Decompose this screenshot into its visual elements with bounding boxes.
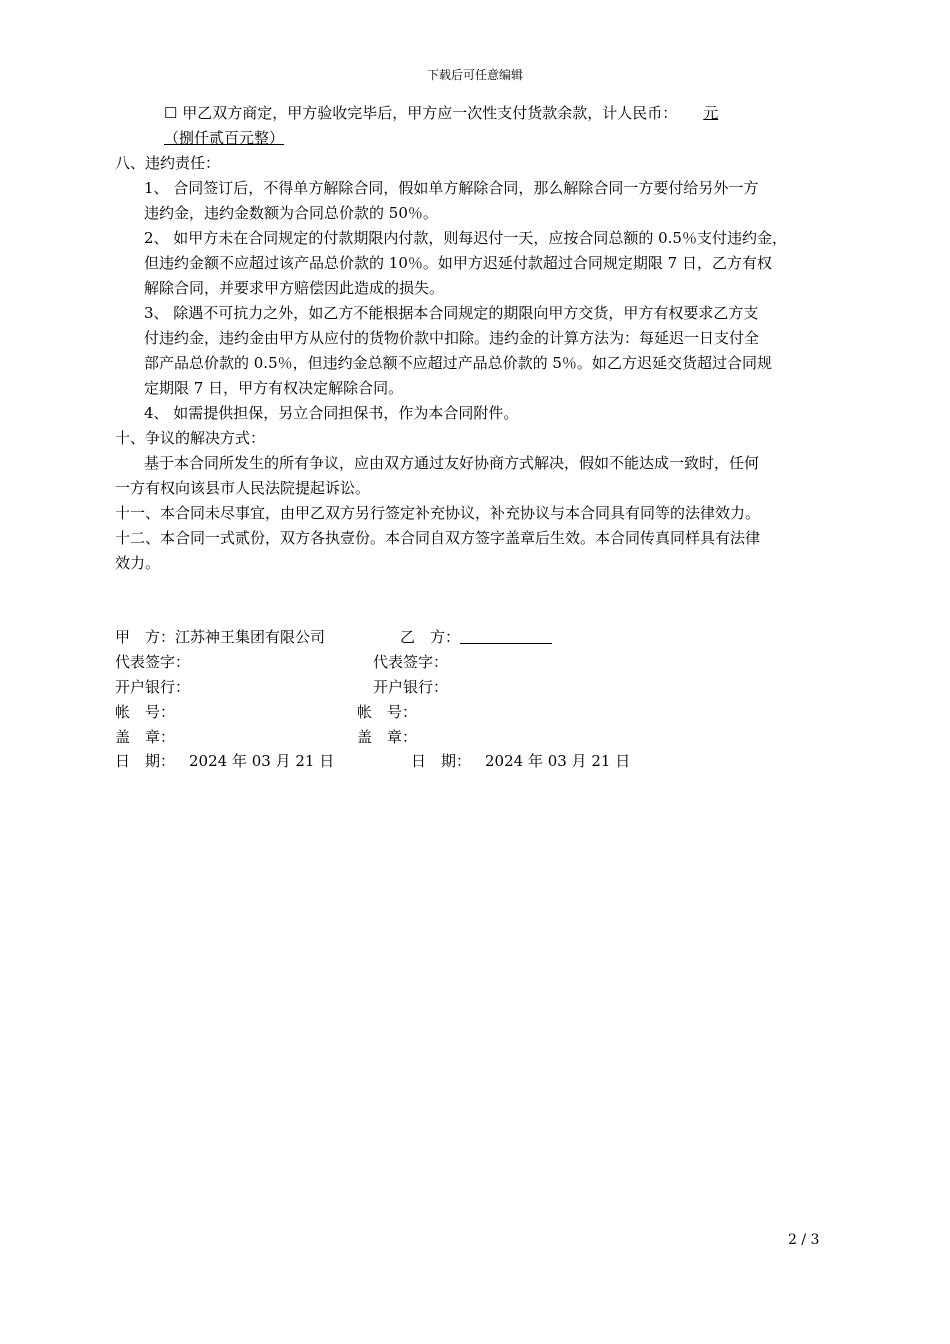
party-b-label: 乙 方： (400, 628, 461, 646)
party-a-account-label: 帐 号： (115, 703, 176, 721)
section8-title: 八、违约责任： (115, 154, 221, 172)
party-b-date-label: 日 期： (411, 752, 472, 770)
party-b-account-label: 帐 号： (357, 703, 418, 721)
party-b-seal-label: 盖 章： (357, 728, 418, 746)
party-a-label: 甲 方： (115, 628, 176, 646)
section10-body-line1: 基于本合同所发生的所有争议，应由双方通过友好协商方式解决，假如不能达成一致时，任何 (144, 454, 760, 472)
party-a-name: 江苏神王集团有限公司 (175, 628, 326, 646)
party-b-date-row (411, 751, 630, 771)
payment-amount-words: （捌仟贰百元整） (164, 129, 285, 147)
party-b-blank (460, 627, 552, 644)
section8-item2-line1: 2、 如甲方未在合同规定的付款期限内付款，则每迟付一天，应按合同总额的 0.5％支付违约金， (144, 229, 787, 247)
section8-item3-line2: 付违约金，违约金由甲方从应付的货物价款中扣除。违约金的计算方法为：每延迟一日支付全 (144, 329, 760, 347)
page-number: 2 / 3 (788, 1232, 820, 1248)
page-header: 下载后可任意编辑 (426, 68, 523, 82)
party-b-bank-label: 开户银行： (373, 678, 449, 696)
section8-item4: 4、 如需提供担保，另立合同担保书，作为本合同附件。 (144, 404, 519, 422)
party-a-date-label: 日 期： (115, 752, 176, 770)
party-b-row (400, 627, 552, 647)
party-a-rep-label: 代表签字： (115, 653, 191, 671)
section10-title: 十、争议的解决方式： (115, 429, 266, 447)
section8-item2-line2: 但违约金额不应超过该产品总价款的 10％。如甲方迟延付款超过合同规定期限 7 日，乙方有权 (144, 254, 772, 272)
party-a-date: 2024 年 03 月 21 日 (189, 752, 335, 770)
party-a-bank-label: 开户银行： (115, 678, 191, 696)
section8-item3-line3: 部产品总价款的 0.5％，但违约金总额不应超过产品总价款的 5％。如乙方迟延交货超过合同规 (144, 354, 772, 372)
party-a-row (115, 627, 325, 647)
party-b-rep-label: 代表签字： (373, 653, 449, 671)
party-a-seal-label: 盖 章： (115, 728, 176, 746)
payment-unit: 元 (703, 104, 719, 122)
section12-line1: 十二、本合同一式贰份，双方各执壹份。本合同自双方签字盖章后生效。本合同传真同样具有法律 (115, 529, 761, 547)
party-b-date: 2024 年 03 月 21 日 (485, 752, 631, 770)
section8-item1-line2: 违约金，违约金数额为合同总价款的 50％。 (144, 204, 438, 222)
section8-item3-line4: 定期限 7 日，甲方有权决定解除合同。 (144, 379, 404, 397)
payment-balance-clause (164, 103, 718, 123)
section12-line2: 效力。 (115, 554, 161, 572)
section8-item2-line3: 解除合同，并要求甲方赔偿因此造成的损失。 (144, 279, 445, 297)
section10-body-line2: 一方有权向该县市人民法院提起诉讼。 (115, 479, 371, 497)
payment-balance-text: ☐ 甲乙双方商定，甲方验收完毕后，甲方应一次性支付货款余款，计人民币： (164, 104, 678, 122)
section8-item3-line1: 3、 除遇不可抗力之外，如乙方不能根据本合同规定的期限向甲方交货，甲方有权要求乙方支 (144, 304, 759, 322)
party-a-date-row (115, 751, 334, 771)
section8-item1-line1: 1、 合同签订后，不得单方解除合同，假如单方解除合同，那么解除合同一方要付给另外一方 (144, 179, 759, 197)
section11: 十一、本合同未尽事宜，由甲乙双方另行签定补充协议，补充协议与本合同具有同等的法律效力。 (115, 504, 761, 522)
